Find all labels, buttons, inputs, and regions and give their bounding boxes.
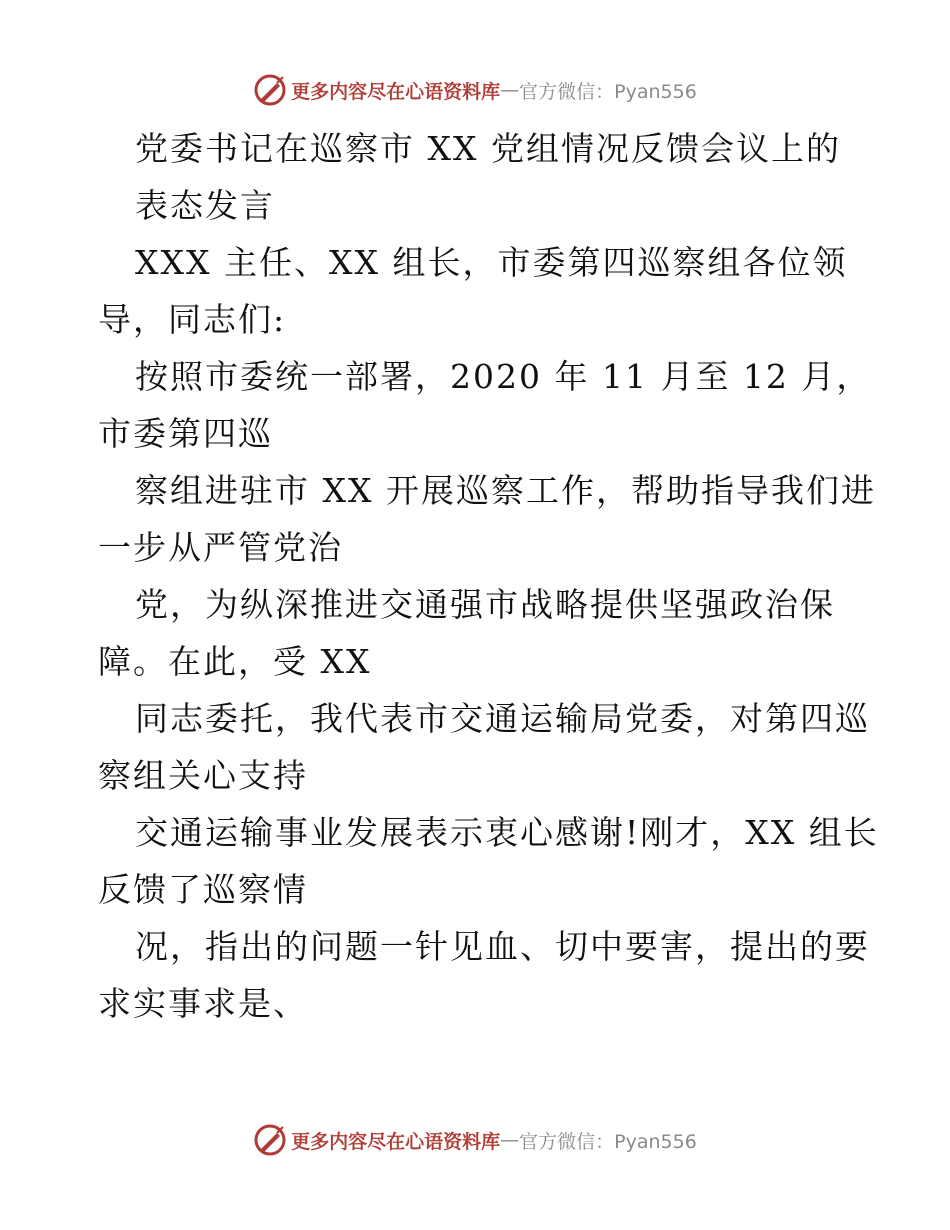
- text-line: 市委第四巡: [98, 414, 273, 453]
- text-line: 党，为纵深推进交通强市战略提供坚强政治保: [135, 585, 835, 624]
- quill-logo-icon: [253, 73, 287, 107]
- text-line: 况，指出的问题一针见血、切中要害，提出的要: [135, 927, 870, 966]
- text-line: 党委书记在巡察市 XX 党组情况反馈会议上的: [135, 129, 841, 168]
- text-line: 察组进驻市 XX 开展巡察工作，帮助指导我们进: [135, 471, 876, 510]
- text-line: 一步从严管党治: [98, 528, 343, 567]
- text-line: 同志委托，我代表市交通运输局党委，对第四巡: [135, 699, 870, 738]
- text-line: 表态发言: [135, 186, 275, 225]
- header-watermark: [0, 70, 950, 110]
- text-line: 反馈了巡察情: [98, 870, 308, 909]
- text-line: 按照市委统一部署，2020 年 11 月至 12 月，: [135, 357, 872, 396]
- watermark-wechat-text: 官方微信：Pyan556: [519, 80, 697, 103]
- text-line: 求实事求是、: [98, 984, 308, 1023]
- text-line: 障。在此，受 XX: [98, 642, 372, 681]
- quill-logo-icon: [253, 1123, 287, 1157]
- text-line: 察组关心支持: [98, 756, 308, 795]
- watermark-separator: —: [500, 1129, 520, 1151]
- footer-watermark: [0, 1120, 950, 1160]
- watermark-wechat-text: 官方微信：Pyan556: [519, 1130, 697, 1153]
- text-line: XXX 主任、XX 组长，市委第四巡察组各位领: [135, 243, 848, 282]
- watermark-separator: —: [500, 79, 520, 101]
- watermark-site-text: 更多内容尽在心语资料库: [291, 1130, 501, 1153]
- watermark-site-text: 更多内容尽在心语资料库: [291, 80, 501, 103]
- text-line: 交通运输事业发展表示衷心感谢!刚才，XX 组长: [135, 813, 879, 852]
- document-body: [98, 120, 898, 1032]
- text-line: 导，同志们:: [98, 300, 287, 339]
